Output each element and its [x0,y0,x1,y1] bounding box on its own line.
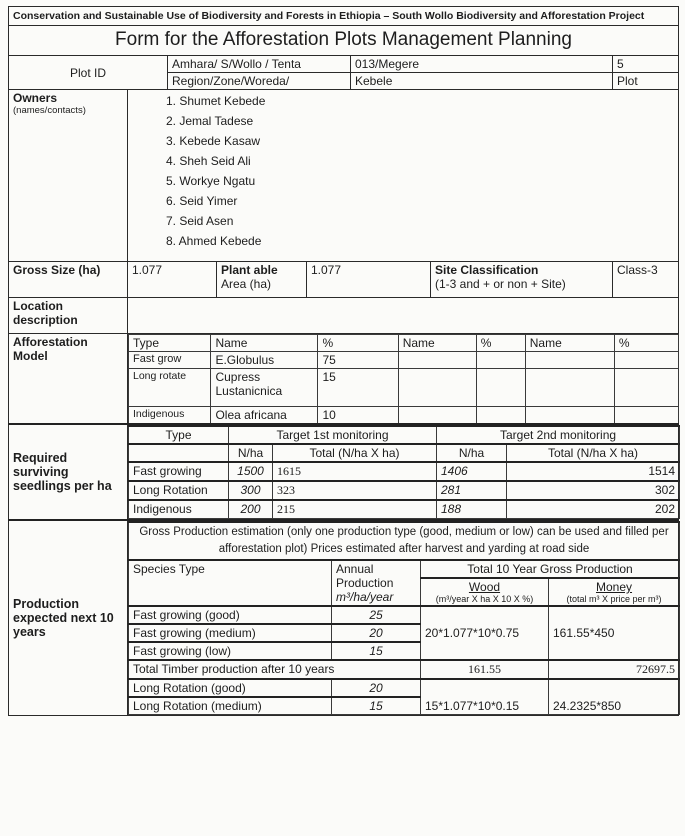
prod-annual: 20 [332,679,421,697]
form-table [8,6,679,716]
seedling-t2: 1514 [507,462,680,481]
model-species-name: Olea africana [211,407,318,424]
owners-label-cell [9,90,128,262]
seedling-type: Long Rotation [129,481,229,500]
wood-header-cell [421,578,549,606]
seedling-type: Fast growing [129,462,229,481]
owner-item: 7. Seid Asen [166,214,234,228]
seedling-t2: 202 [507,500,680,519]
seedling-t1: 1615 [273,462,437,481]
owners-sublabel: (names/contacts) [13,105,86,116]
seedling-n2: 281 [437,481,507,500]
seedling-n1: 200 [229,500,273,519]
annual-unit: m³/ha/year [336,590,394,604]
seedling-t1: 215 [273,500,437,519]
prod-species: Fast growing (low) [129,642,332,660]
owners-list-cell [128,90,679,262]
location-label: Location description [9,298,128,334]
owner-item: 2. Jemal Tadese [166,114,254,128]
prod-annual: 25 [332,606,421,624]
owner-item: 8. Ahmed Kebede [166,234,262,248]
total-timber-label: Total Timber production after 10 years [129,660,421,679]
seedling-type: Indigenous [129,500,229,519]
money-header: Money [596,580,633,594]
owner-item: 3. Kebede Kasaw [166,134,261,148]
total-production-header: Total 10 Year Gross Production [421,560,680,578]
seedling-t1: 323 [273,481,437,500]
plot-id-label: Plot ID [9,56,168,90]
prod-money: 24.2325*850 [549,679,680,715]
form-page [8,6,678,716]
plantable-value: 1.077 [307,262,431,298]
annual-header-cell [332,560,421,606]
prod-species: Long Rotation (good) [129,679,332,697]
species-type-header: Species Type [129,560,332,606]
seedlings-type-header: Type [129,426,229,444]
nha2-header: N/ha [437,444,507,462]
plot-label: Plot [613,73,679,90]
kebele-value: 013/Megere [351,56,613,73]
wood-header: Wood [468,580,501,594]
nha1-header: N/ha [229,444,273,462]
gross-size-label: Gross Size (ha) [9,262,128,298]
model-table [128,334,679,424]
owner-item: 6. Seid Yimer [166,194,238,208]
plantable-label-cell [217,262,307,298]
model-species-pct: 15 [318,369,398,407]
target1-header: Target 1st monitoring [229,426,437,444]
seedling-n2: 188 [437,500,507,519]
plantable-label: Plant able [221,263,278,277]
model-species-pct: 10 [318,407,398,424]
seedling-t2: 302 [507,481,680,500]
prod-annual: 15 [332,642,421,660]
model-pct-header: % [318,335,398,352]
seedling-n2: 1406 [437,462,507,481]
seedling-n1: 300 [229,481,273,500]
money-header-cell [549,578,680,606]
model-type: Fast grow [129,352,211,369]
region-value: Amhara/ S/Wollo / Tenta [168,56,351,73]
model-species-name: Cupress Lustanicnica [211,369,318,407]
total-timber-money: 72697.5 [549,660,680,679]
owners-label: Owners [13,91,58,105]
model-species-name: E.Globulus [211,352,318,369]
prod-species: Fast growing (medium) [129,624,332,642]
prod-annual: 15 [332,697,421,715]
owners-list [132,91,674,251]
model-label: Afforestation Model [9,334,128,425]
wood-unit: (m³/year X ha X 10 X %) [435,594,534,604]
plot-value: 5 [613,56,679,73]
owner-item: 5. Workye Ngatu [166,174,256,188]
model-name-header: Name [211,335,318,352]
site-class-cell [431,262,613,298]
owner-item: 4. Sheh Seid Ali [166,154,251,168]
owner-item: 1. Shumet Kebede [166,94,266,108]
site-class-sublabel: (1-3 and + or non + Site) [435,277,566,291]
model-grid-cell [128,334,679,425]
total2-header: Total (N/ha X ha) [507,444,680,462]
seedlings-table [128,425,680,519]
total-timber-wood: 161.55 [421,660,549,679]
model-name3-header: Name [525,335,614,352]
location-value [128,298,679,334]
production-note: Gross Production estimation (only one production type (good, medium or low) can be used and filled per afforestation plot) Prices estimated after harvest and yarding at road side [129,522,680,560]
region-label: Region/Zone/Woreda/ [168,73,351,90]
total1-header: Total (N/ha X ha) [273,444,437,462]
project-title: Conservation and Sustainable Use of Biodiversity and Forests in Ethiopia – South Wollo Biodiversity and Afforestation Project [9,7,679,26]
prod-wood: 20*1.077*10*0.75 [421,606,549,660]
prod-species: Long Rotation (medium) [129,697,332,715]
target2-header: Target 2nd monitoring [437,426,680,444]
production-label: Production expected next 10 years [9,520,128,716]
production-table [128,521,680,715]
site-class-label: Site Classification [435,263,539,277]
prod-wood: 15*1.077*10*0.15 [421,679,549,715]
prod-species: Fast growing (good) [129,606,332,624]
seedling-n1: 1500 [229,462,273,481]
seedlings-grid-cell [128,424,679,520]
model-species-pct: 75 [318,352,398,369]
seedlings-label: Required surviving seedlings per ha [9,424,128,520]
site-class-value: Class-3 [613,262,679,298]
gross-size-value: 1.077 [128,262,217,298]
annual-header: Annual Production [336,562,394,590]
model-type-header: Type [129,335,211,352]
prod-money: 161.55*450 [549,606,680,660]
model-type: Indigenous [129,407,211,424]
form-title: Form for the Afforestation Plots Management Planning [9,26,679,56]
kebele-label: Kebele [351,73,613,90]
production-grid-cell [128,520,679,716]
money-unit: (total m³ X price per m³) [566,594,662,604]
model-type: Long rotate [129,369,211,407]
model-pct2-header: % [476,335,525,352]
plantable-sublabel: Area (ha) [221,277,272,291]
model-pct3-header: % [614,335,678,352]
prod-annual: 20 [332,624,421,642]
model-name2-header: Name [398,335,476,352]
